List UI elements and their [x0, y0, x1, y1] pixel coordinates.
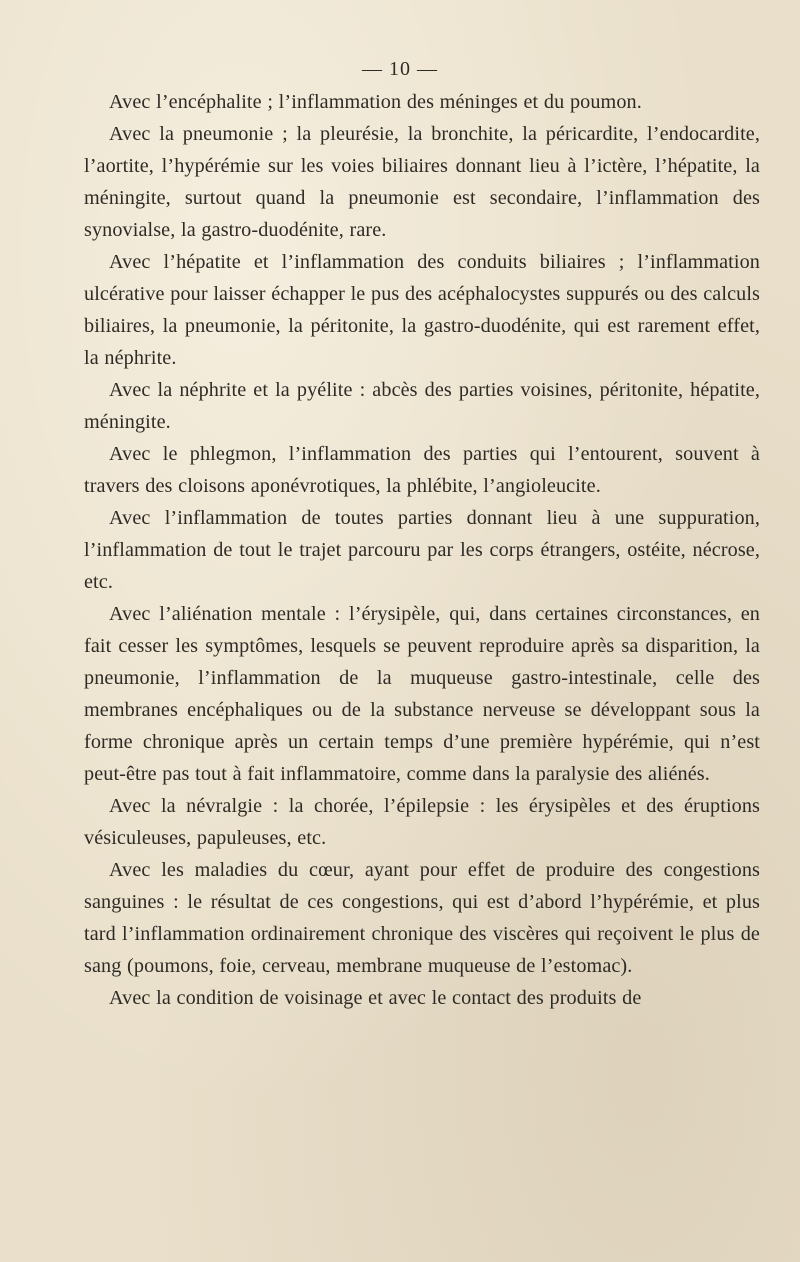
- paragraph: Avec la néphrite et la pyélite : abcès des parties voisines, péritonite, hépatite, méningite.: [84, 379, 760, 433]
- paragraph: Avec les maladies du cœur, ayant pour effet de produire des congestions sanguines : le résultat de ces congestions, qui est d’abord l’hypérémie, et plus tard l’inflammation ordinairement chronique des viscères qui reçoivent le plus de sang (poumons, foie, cerveau, membrane muqueuse de l’estomac).: [84, 859, 760, 977]
- paragraph: Avec l’encéphalite ; l’inflammation des méninges et du poumon.: [109, 91, 642, 113]
- body-text: [84, 86, 760, 1014]
- paragraph: Avec la condition de voisinage et avec le contact des produits de: [109, 987, 642, 1009]
- paragraph: Avec l’hépatite et l’inflammation des conduits biliaires ; l’inflammation ulcérative pour laisser échapper le pus des acéphalocystes suppurés ou des calculs biliaires, la pneumonie, la péritonite, la gastro-duodénite, qui est rarement effet, la néphrite.: [84, 251, 760, 369]
- paragraph: Avec l’aliénation mentale : l’érysipèle, qui, dans certaines circonstances, en fait cesser les symptômes, lesquels se peuvent reproduire après sa disparition, la pneumonie, l’inflammation de la muqueuse gastro-intestinale, celle des membranes encéphaliques ou de la substance nerveuse se développant sous la forme chronique après un certain temps d’une première hypérémie, qui n’est peut-être pas tout à fait inflammatoire, comme dans la paralysie des aliénés.: [84, 603, 760, 785]
- paragraph: Avec la pneumonie ; la pleurésie, la bronchite, la péricardite, l’endocardite, l’aortite, l’hypérémie sur les voies biliaires donnant lieu à l’ictère, l’hépatite, la méningite, surtout quand la pneumonie est secondaire, l’inflammation des synovialse, la gastro-duodénite, rare.: [84, 123, 760, 241]
- page-number: — 10 —: [362, 58, 438, 80]
- paragraph: Avec l’inflammation de toutes parties donnant lieu à une suppuration, l’inflammation de tout le trajet parcouru par les corps étrangers, ostéite, nécrose, etc.: [84, 507, 760, 593]
- paragraph: Avec le phlegmon, l’inflammation des parties qui l’entourent, souvent à travers des cloisons aponévrotiques, la phlébite, l’angioleucite.: [84, 443, 760, 497]
- paragraph: Avec la névralgie : la chorée, l’épilepsie : les érysipèles et des éruptions vésiculeuses, papuleuses, etc.: [84, 795, 760, 849]
